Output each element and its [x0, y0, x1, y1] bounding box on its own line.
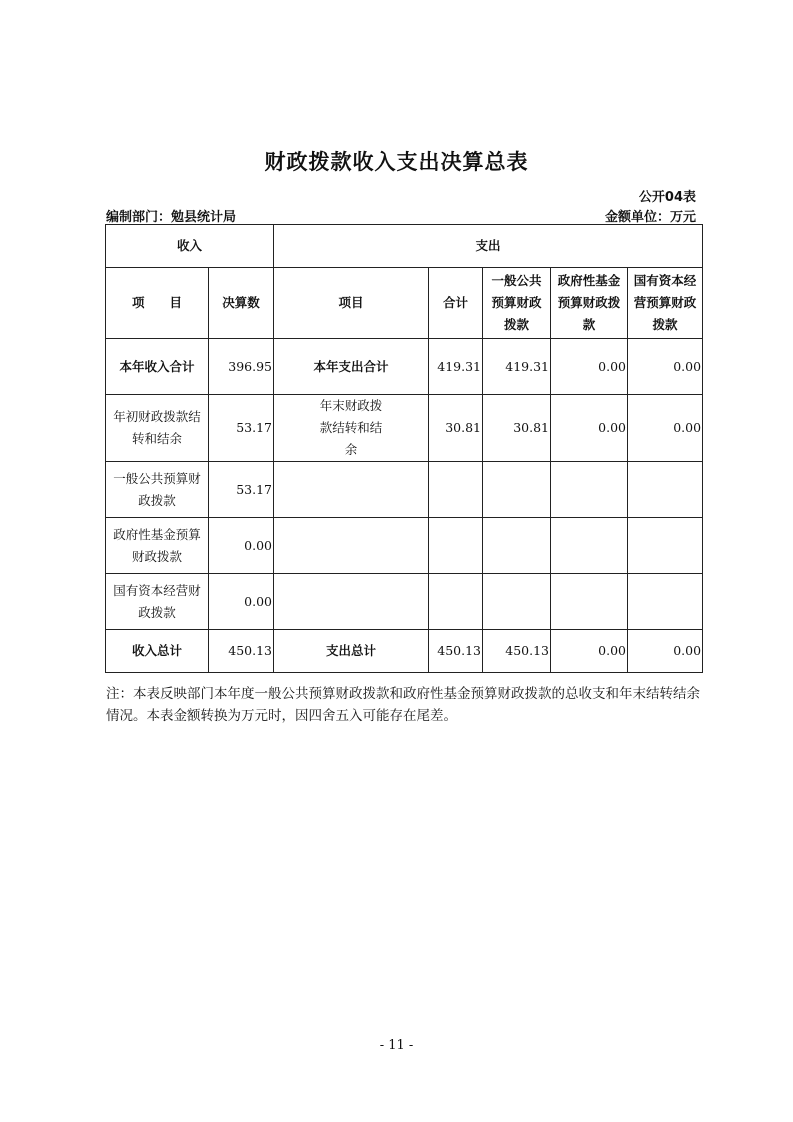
row-state: 0.00: [628, 339, 703, 395]
row-total: 30.81: [429, 395, 483, 462]
col-total: 合计: [429, 268, 483, 339]
row-ex-item: 支出总计: [274, 630, 429, 673]
row-state: [628, 462, 703, 518]
table-row: [106, 630, 703, 673]
row-in-item: 年初财政拨款结转和结余: [106, 395, 209, 462]
row-ex-item: [274, 462, 429, 518]
row-ex-item: 年末财政拨款结转和结余: [274, 395, 429, 462]
row-in-amount: 53.17: [209, 462, 274, 518]
row-in-amount: 450.13: [209, 630, 274, 673]
row-ex-item: [274, 574, 429, 630]
page-title: 财政拨款收入支出决算总表: [264, 150, 529, 174]
row-fund: 0.00: [551, 630, 628, 673]
row-total: [429, 518, 483, 574]
expense-header: 支出: [274, 225, 703, 268]
row-total: [429, 574, 483, 630]
table-row: [106, 574, 703, 630]
col-fund-budget: 政府性基金预算财政拨款: [551, 268, 628, 339]
row-in-amount: 53.17: [209, 395, 274, 462]
row-state: 0.00: [628, 630, 703, 673]
row-fund: 0.00: [551, 339, 628, 395]
row-in-item: 政府性基金预算财政拨款: [106, 518, 209, 574]
row-total: [429, 462, 483, 518]
unit-label: 金额单位：万元: [604, 210, 696, 225]
row-total: 419.31: [429, 339, 483, 395]
table-row: [106, 395, 703, 462]
row-fund: [551, 574, 628, 630]
row-fund: [551, 518, 628, 574]
row-state: [628, 518, 703, 574]
page-number: - 11 -: [379, 1038, 414, 1053]
row-general: 419.31: [483, 339, 551, 395]
row-total: 450.13: [429, 630, 483, 673]
row-in-item: 收入总计: [106, 630, 209, 673]
row-general: [483, 574, 551, 630]
col-expense-item: 项目: [274, 268, 429, 339]
row-state: 0.00: [628, 395, 703, 462]
row-ex-item: [274, 518, 429, 574]
form-number: 公开04表: [638, 190, 696, 205]
row-in-amount: 0.00: [209, 518, 274, 574]
col-state-capital: 国有资本经营预算财政拨款: [628, 268, 703, 339]
row-ex-item: 本年支出合计: [274, 339, 429, 395]
row-fund: [551, 462, 628, 518]
department-label: 编制部门：勉县统计局: [106, 210, 237, 225]
table-row: [106, 339, 703, 395]
footnote: 注：本表反映部门本年度一般公共预算财政拨款和政府性基金预算财政拨款的总收支和年末结转结余情况。本表金额转换为万元时，因四舍五入可能存在尾差。: [106, 686, 700, 724]
budget-table: [105, 224, 703, 673]
income-header: 收入: [106, 225, 274, 268]
row-fund: 0.00: [551, 395, 628, 462]
row-in-amount: 396.95: [209, 339, 274, 395]
row-state: [628, 574, 703, 630]
row-in-item: 本年收入合计: [106, 339, 209, 395]
table-row: [106, 462, 703, 518]
row-in-item: 国有资本经营财政拨款: [106, 574, 209, 630]
col-income-item: 项 目: [106, 268, 209, 339]
row-general: 450.13: [483, 630, 551, 673]
row-in-item: 一般公共预算财政拨款: [106, 462, 209, 518]
row-general: [483, 462, 551, 518]
row-in-amount: 0.00: [209, 574, 274, 630]
table-row: [106, 518, 703, 574]
row-general: [483, 518, 551, 574]
col-general-budget: 一般公共预算财政拨款: [483, 268, 551, 339]
row-general: 30.81: [483, 395, 551, 462]
col-income-amount: 决算数: [209, 268, 274, 339]
